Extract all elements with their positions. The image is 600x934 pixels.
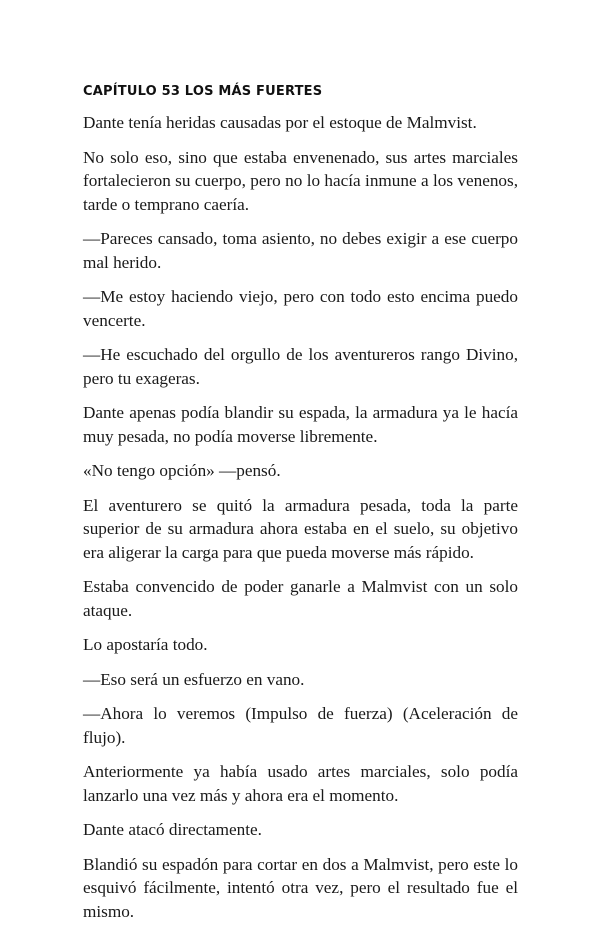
paragraph: —Me estoy haciendo viejo, pero con todo esto encima puedo vencerte. bbox=[83, 287, 518, 330]
paragraph: Dante tenía heridas causadas por el estoque de Malmvist. bbox=[83, 113, 477, 132]
paragraph: Estaba convencido de poder ganarle a Malmvist con un solo ataque. bbox=[83, 577, 518, 620]
paragraph: Anteriormente ya había usado artes marciales, solo podía lanzarlo una vez más y ahora era el momento. bbox=[83, 762, 518, 805]
paragraph: No solo eso, sino que estaba envenenado, sus artes marciales fortalecieron su cuerpo, pero no lo hacía inmune a los venenos, tarde o temprano caería. bbox=[83, 147, 518, 214]
chapter-title: CAPÍTULO 53 LOS MÁS FUERTES bbox=[83, 84, 323, 99]
paragraph: Lo apostaría todo. bbox=[83, 635, 208, 654]
paragraph: —Eso será un esfuerzo en vano. bbox=[83, 669, 305, 689]
paragraph: —Pareces cansado, toma asiento, no debes exigir a ese cuerpo mal herido. bbox=[83, 229, 518, 272]
paragraph: Dante atacó directamente. bbox=[83, 820, 262, 839]
paragraph: Dante apenas podía blandir su espada, la armadura ya le hacía muy pesada, no podía moverse libremente. bbox=[83, 403, 518, 446]
paragraph: Blandió su espadón para cortar en dos a Malmvist, pero este lo esquivó fácilmente, intentó otra vez, pero el resultado fue el mismo. bbox=[83, 854, 518, 921]
paragraph: —He escuchado del orgullo de los aventureros rango Divino, pero tu exageras. bbox=[83, 345, 518, 388]
paragraph: El aventurero se quitó la armadura pesada, toda la parte superior de su armadura ahora estaba en el suelo, su objetivo era aligerar la carga para que pueda moverse más rápido. bbox=[83, 495, 518, 562]
paragraph: —Ahora lo veremos (Impulso de fuerza) (Aceleración de flujo). bbox=[83, 704, 518, 747]
book-page bbox=[83, 84, 518, 934]
paragraph: «No tengo opción» —pensó. bbox=[83, 461, 281, 480]
